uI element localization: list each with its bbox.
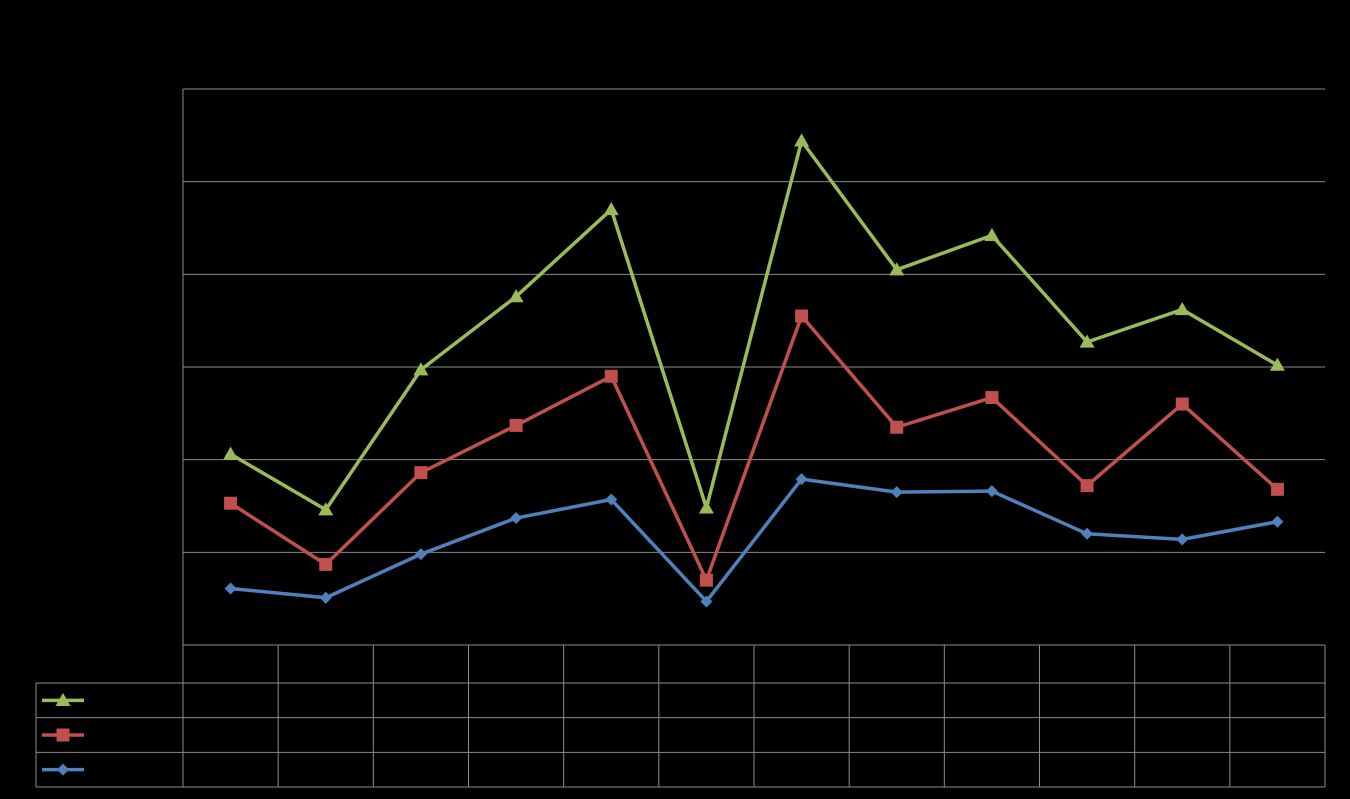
data-point-blue <box>1271 516 1283 528</box>
data-point-blue <box>320 592 332 604</box>
data-point-blue <box>415 548 427 560</box>
data-point-red <box>890 421 903 434</box>
data-point-blue <box>510 512 522 524</box>
data-point-red <box>985 391 998 404</box>
data-table <box>36 645 1325 787</box>
gridlines <box>183 89 1325 645</box>
data-point-red <box>414 466 427 479</box>
series-green <box>223 133 1285 515</box>
data-point-green <box>794 133 809 146</box>
legend-marker-blue <box>57 764 69 776</box>
legend-key-red <box>42 729 84 742</box>
data-point-red <box>510 419 523 432</box>
data-point-green <box>1175 302 1190 315</box>
series-line-blue <box>231 479 1278 601</box>
data-point-red <box>1271 483 1284 496</box>
data-point-red <box>319 558 332 571</box>
data-point-blue <box>1176 533 1188 545</box>
legend-key-green <box>42 693 84 706</box>
data-point-red <box>224 497 237 510</box>
data-point-red <box>700 574 713 587</box>
data-point-red <box>605 370 618 383</box>
data-point-green <box>1270 358 1285 371</box>
data-point-blue <box>225 582 237 594</box>
legend-marker-red <box>57 729 70 742</box>
data-point-blue <box>986 485 998 497</box>
data-point-green <box>984 228 999 241</box>
data-point-red <box>1081 479 1094 492</box>
data-point-green <box>699 500 714 513</box>
data-point-green <box>223 447 238 460</box>
series-line-green <box>231 141 1278 510</box>
data-point-red <box>795 310 808 323</box>
series-blue <box>225 473 1284 607</box>
data-point-red <box>1176 398 1189 411</box>
legend-key-blue <box>42 764 84 776</box>
series-red <box>224 310 1284 587</box>
data-point-blue <box>1081 528 1093 540</box>
series-lines <box>223 133 1285 607</box>
data-point-green <box>604 202 619 215</box>
data-point-blue <box>891 486 903 498</box>
